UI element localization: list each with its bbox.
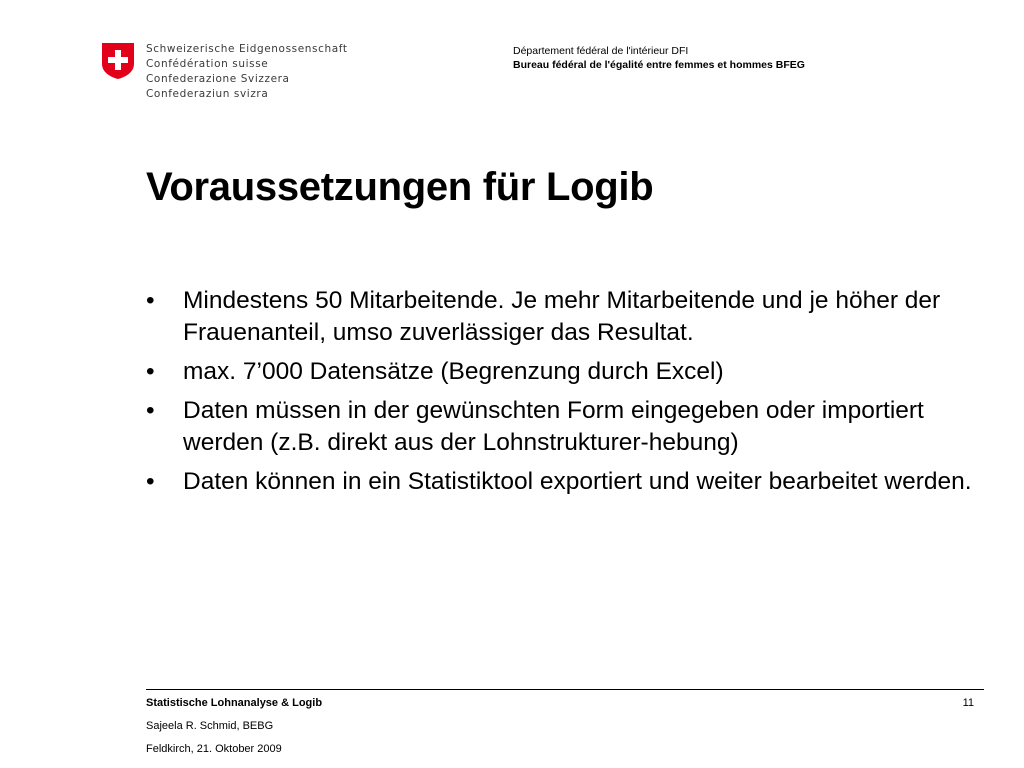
swiss-cross-shield-icon <box>101 42 135 80</box>
bullet-item <box>146 356 986 388</box>
bullet-text: Mindestens 50 Mitarbeitende. Je mehr Mitarbeitende und je höher der Frauenanteil, umso zuverlässiger das Resultat. <box>183 287 941 346</box>
wordmark-line-it: Confederazione Svizzera <box>146 73 290 85</box>
office-name: Bureau fédéral de l'égalité entre femmes et hommes BFEG <box>513 59 805 71</box>
confederation-wordmark <box>146 42 348 102</box>
bullet-list <box>146 285 986 505</box>
footer-author: Sajeela R. Schmid, BEBG <box>146 720 274 732</box>
page-number: 11 <box>962 697 974 709</box>
footer-title: Statistische Lohnanalyse & Logib <box>146 697 323 709</box>
footer-divider <box>146 689 984 690</box>
bullet-icon: • <box>146 397 155 424</box>
cross-horizontal <box>108 57 128 63</box>
bullet-item <box>146 285 986 349</box>
bullet-text: Daten müssen in der gewünschten Form eingegeben oder importiert werden (z.B. direkt aus der Lohnstrukturer-hebung) <box>183 397 924 456</box>
bullet-text: max. 7’000 Datensätze (Begrenzung durch Excel) <box>183 358 724 385</box>
department-header <box>513 44 805 72</box>
department-name: Département fédéral de l'intérieur DFI <box>513 45 689 57</box>
bullet-icon: • <box>146 287 155 314</box>
bullet-text: Daten können in ein Statistiktool exportiert und weiter bearbeitet werden. <box>183 468 972 495</box>
wordmark-line-fr: Confédération suisse <box>146 58 269 70</box>
bullet-item <box>146 395 986 459</box>
slide-title: Voraussetzungen für Logib <box>146 165 654 209</box>
footer-date: Feldkirch, 21. Oktober 2009 <box>146 743 282 755</box>
bullet-icon: • <box>146 358 155 385</box>
bullet-item <box>146 466 986 498</box>
bullet-icon: • <box>146 468 155 495</box>
wordmark-line-rm: Confederaziun svizra <box>146 88 269 100</box>
wordmark-line-de: Schweizerische Eidgenossenschaft <box>146 43 348 55</box>
